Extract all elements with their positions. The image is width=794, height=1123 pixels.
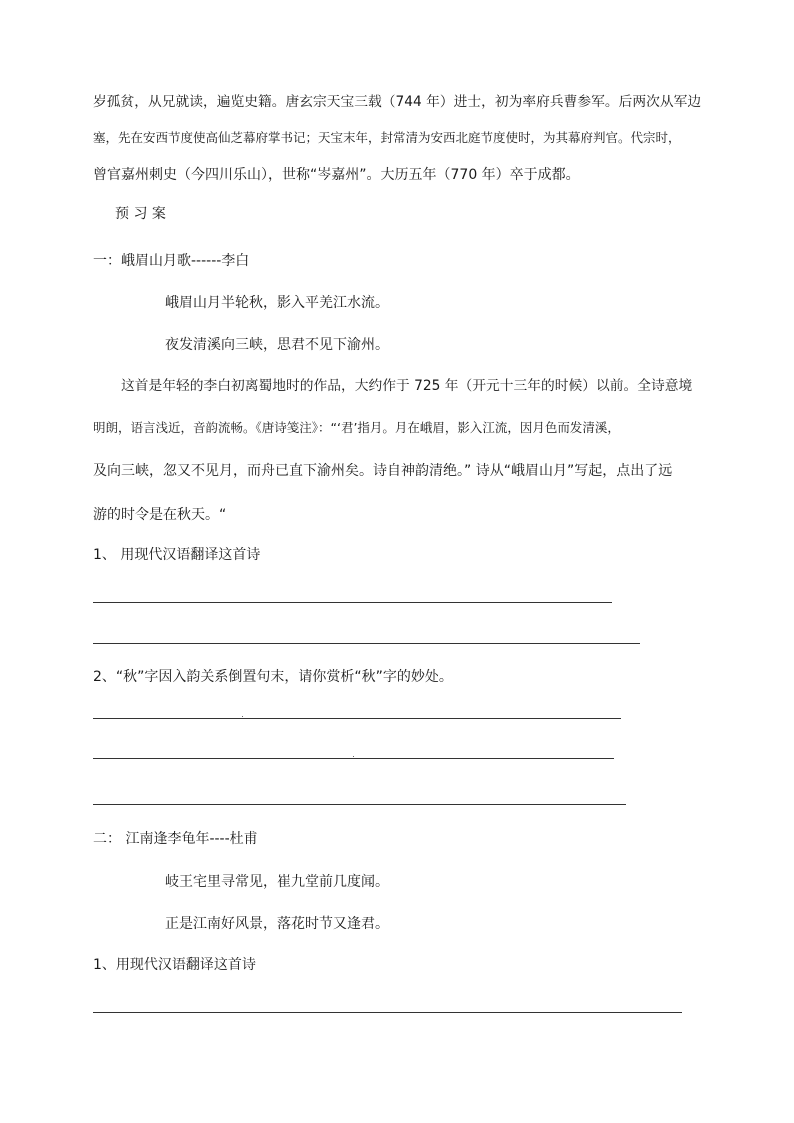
section1-poem-line-1: 峨眉山月半轮秋，影入平羌江水流。 <box>165 295 389 311</box>
section1-commentary-line-3: 及向三峡，忽又不见月，而舟已直下渝州矣。诗自神韵清绝。” 诗从“峨眉山月”写起，点出了远 <box>93 463 673 479</box>
answer-line <box>93 718 621 719</box>
intro-line-2: 塞，先在安西节度使高仙芝幕府掌书记；天宝末年，封常清为安西北庭节度使时，为其幕府判官。代宗时， <box>93 130 681 145</box>
answer-line <box>93 602 612 603</box>
answer-line <box>93 1012 682 1013</box>
section1-poem-line-2: 夜发清溪向三峡，思君不见下渝州。 <box>165 337 389 353</box>
intro-line-1: 岁孤贫，从兄就读，遍览史籍。唐玄宗天宝三载（744 年）进士，初为率府兵曹参军。后两次从军边 <box>93 94 702 110</box>
intro-line-3: 曾官嘉州刺史（今四川乐山），世称“岑嘉州”。大历五年（770 年）卒于成都。 <box>93 167 580 183</box>
section1-commentary-line-2: 明朗，语言浅近，音韵流畅。《唐诗笺注》：“‘君’指月。月在峨眉，影入江流，因月色而发清溪， <box>93 420 620 435</box>
answer-line <box>93 758 614 759</box>
section1-commentary-line-1: 这首是年轻的李白初离蜀地时的作品，大约作于 725 年（开元十三年的时候）以前。全诗意境 <box>121 378 693 394</box>
section2-poem-line-1: 岐王宅里寻常见，崔九堂前几度闻。 <box>165 874 389 890</box>
stray-mark <box>353 756 354 757</box>
section1-question-1: 1、 用现代汉语翻译这首诗 <box>93 547 261 563</box>
section1-question-2: 2、“秋”字因入韵关系倒置句末，请你赏析“秋”字的妙处。 <box>93 669 453 685</box>
section2-poem-line-2: 正是江南好风景，落花时节又逢君。 <box>165 916 389 932</box>
answer-line <box>93 643 640 644</box>
stray-mark <box>242 716 243 717</box>
section1-commentary-line-4: 游的时令是在秋天。“ <box>93 507 227 523</box>
answer-line <box>93 804 626 805</box>
preview-heading: 预 习 案 <box>115 206 166 222</box>
section2-heading: 二： 江南逢李龟年----杜甫 <box>93 831 258 847</box>
section1-heading: 一：峨眉山月歌------李白 <box>93 253 250 269</box>
section2-question-1: 1、用现代汉语翻译这首诗 <box>93 957 256 973</box>
